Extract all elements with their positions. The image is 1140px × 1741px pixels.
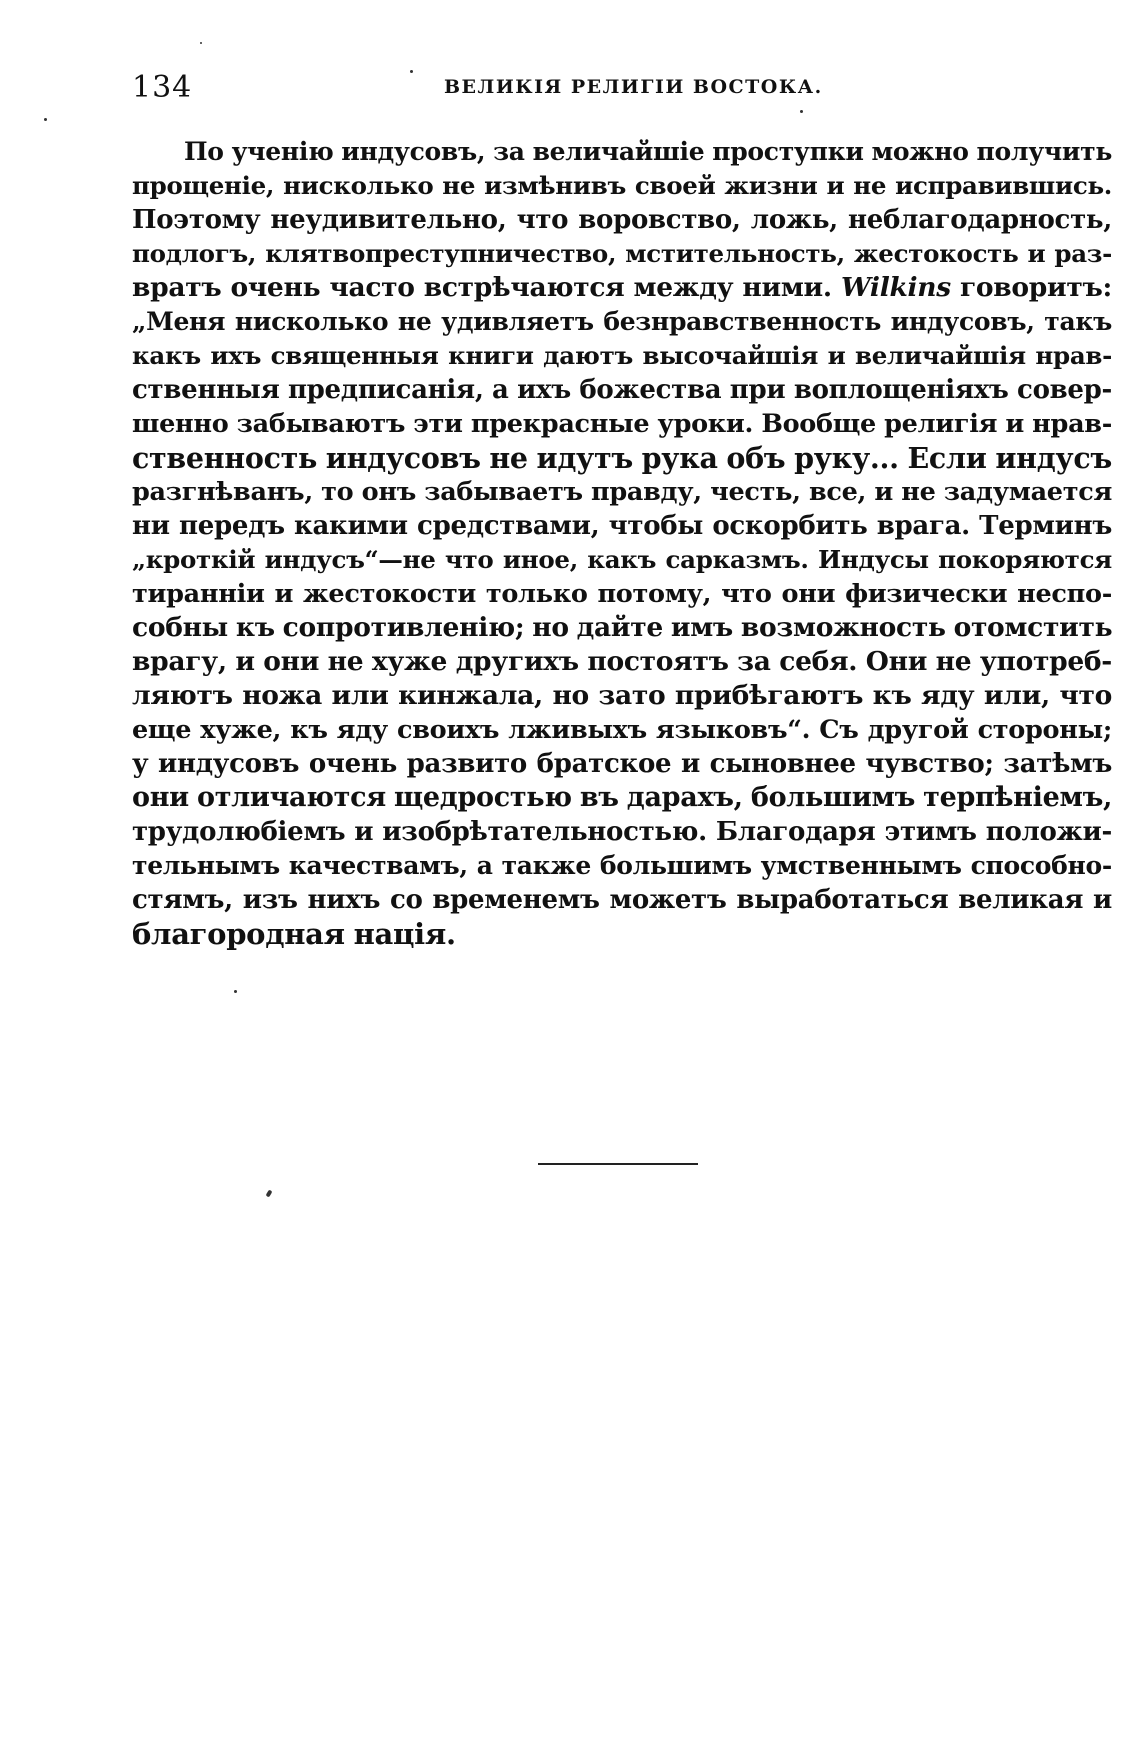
- text-line: „кроткій индусъ“—не что иное, какъ сарказмъ. Индусы покоряются: [132, 545, 1112, 574]
- print-speck: [200, 42, 202, 44]
- text-segment: вратъ очень часто встрѣчаются между ними.: [132, 272, 841, 303]
- text-line: подлогъ, клятвопреступничество, мстительность, жестокость и раз-: [132, 239, 1112, 268]
- section-divider: [538, 1163, 698, 1165]
- text-line-with-author: [132, 271, 1112, 305]
- text-segment: говоритъ:: [950, 272, 1112, 303]
- text-line: ственность индусовъ не идутъ рука объ руку... Если индусъ: [132, 441, 1112, 475]
- text-line: прощеніе, нисколько не измѣнивъ своей жизни и не исправившись.: [132, 171, 1112, 200]
- text-line: По ученію индусовъ, за величайшіе проступки можно получить: [184, 137, 1112, 166]
- text-line: Поэтому неудивительно, что воровство, ложь, неблагодарность,: [132, 205, 1112, 235]
- text-line: у индусовъ очень развито братское и сыновнее чувство; затѣмъ: [132, 749, 1112, 779]
- text-line: трудолюбіемъ и изобрѣтательностью. Благодаря этимъ положи-: [132, 817, 1112, 847]
- text-line: какъ ихъ священныя книги даютъ высочайшія и величайшія нрав-: [132, 341, 1112, 370]
- text-line: ляютъ ножа или кинжала, но зато прибѣгаютъ къ яду или, что: [132, 680, 1112, 711]
- text-line: разгнѣванъ, то онъ забываетъ правду, честь, все, и не задумается: [132, 477, 1112, 507]
- author-name: Wilkins: [840, 272, 951, 303]
- print-speck: [410, 70, 413, 73]
- print-speck: [44, 118, 47, 121]
- text-line: врагу, и они не хуже другихъ постоятъ за себя. Они не употреб-: [132, 646, 1112, 677]
- text-line: „Меня нисколько не удивляетъ безнравственность индусовъ, такъ: [132, 307, 1112, 336]
- print-speck: [800, 110, 803, 113]
- text-line: благородная нація.: [132, 917, 456, 951]
- text-line: тельнымъ качествамъ, а также большимъ умственнымъ способно-: [132, 851, 1112, 880]
- text-line: стямъ, изъ нихъ со временемъ можетъ выработаться великая и: [132, 885, 1112, 915]
- text-line: ственныя предписанія, а ихъ божества при воплощеніяхъ совер-: [132, 375, 1112, 405]
- text-line: шенно забываютъ эти прекрасные уроки. Вообще религія и нрав-: [132, 409, 1112, 439]
- page-number: 134: [132, 70, 193, 105]
- text-line: тиранніи и жестокости только потому, что они физически неспо-: [132, 579, 1112, 609]
- print-speck: [266, 1189, 273, 1197]
- print-speck: [234, 990, 237, 993]
- text-line: еще хуже, къ яду своихъ лживыхъ языковъ“. Съ другой стороны;: [132, 715, 1112, 745]
- text-line: ни передъ какими средствами, чтобы оскорбить врага. Терминъ: [132, 511, 1112, 541]
- running-title: ВЕЛИКІЯ РЕЛИГІИ ВОСТОКА.: [444, 76, 823, 98]
- text-line: они отличаются щедростью въ дарахъ, большимъ терпѣніемъ,: [132, 782, 1113, 813]
- main-paragraph: [132, 135, 1112, 951]
- text-line: собны къ сопротивленію; но дайте имъ возможность отомстить: [132, 612, 1113, 643]
